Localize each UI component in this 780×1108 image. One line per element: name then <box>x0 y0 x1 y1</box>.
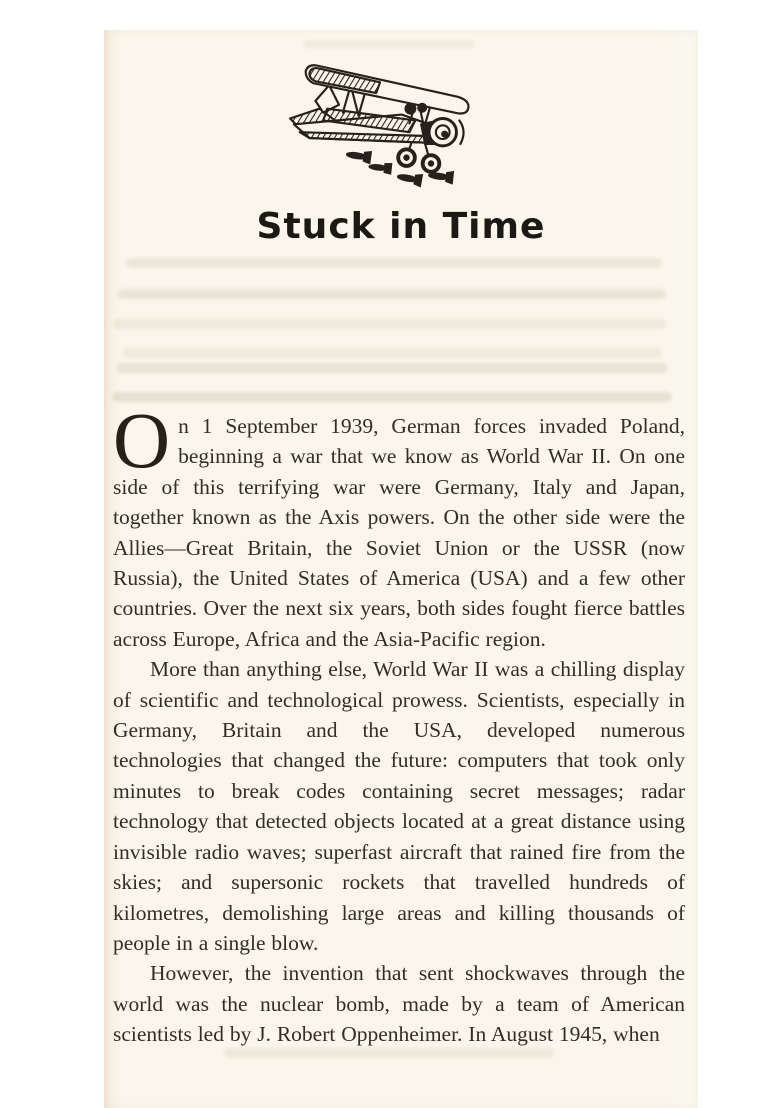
body-paragraph-3: However, the invention that sent shockwaves through the world was the nuclear bomb, made by a team of American scientists led by J. Robert Oppenheimer. In August 1945, when <box>113 961 685 1047</box>
show-through-text <box>122 348 662 358</box>
book-page <box>104 30 698 1108</box>
show-through-text <box>126 258 662 268</box>
show-through-text <box>118 289 666 299</box>
show-through-text <box>114 319 666 329</box>
drop-cap: O <box>113 398 171 485</box>
show-through-text <box>116 363 668 373</box>
biplane-bombs-illustration <box>286 48 482 188</box>
show-through-text <box>304 40 474 48</box>
page-text <box>113 398 685 1050</box>
body-paragraph-1 <box>113 398 685 654</box>
body-paragraph-2: More than anything else, World War II was a chilling display of scientific and technological prowess. Scientists, especially in Germany, Britain and the USA, developed numerous technologies that changed the future: computers that took only minutes to break codes containing secret messages; radar technology that detected objects located at a great distance using invisible radio waves; superfast aircraft that rained fire from the skies; and supersonic rockets that travelled hundreds of kilometres, demolishing large areas and killing thousands of people in a single blow. <box>113 657 685 955</box>
biplane-icon <box>286 48 482 188</box>
show-through-text <box>112 392 672 402</box>
paragraph-text: n 1 September 1939, German forces invaded Poland, beginning a war that we know as World War II. On one side of this terrifying war were Germany, Italy and Japan, together known as the Axis powers. On the other side were the Allies—Great Britain, the Soviet Union or the USSR (now Russia), the United States of America (USA) and a few other countries. Over the next six years, both sides fought fierce battles across Europe, Africa and the Asia-Pacific region. <box>113 414 685 651</box>
chapter-title: Stuck in Time <box>256 206 546 247</box>
